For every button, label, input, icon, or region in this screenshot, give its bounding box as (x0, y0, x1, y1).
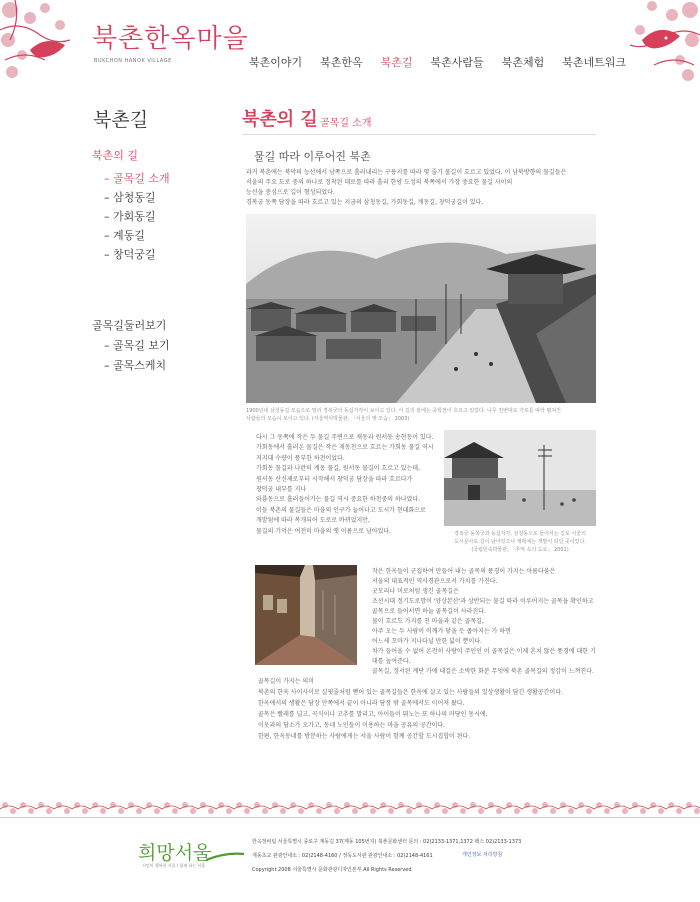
paragraph-line: 물이 흐르도 가지를 친 마을과 같은 골목길, (372, 618, 484, 625)
seoul-logo-text: 희망서울 (138, 842, 212, 864)
paragraph-line: 와룡동으로 흘러들어가는 물길 역시 중요한 하천중의 하나였다. (256, 496, 421, 504)
paragraph-line: 북촌의 한옥 사이사이로 실핏줄처럼 뻗어 있는 골목길들은 한옥에 살고 있는 사람들의 일상생활이 담긴 생활공간이다. (258, 689, 563, 696)
caption-line: 1900년대 삼청동길 모습으로 멀리 경복궁의 동십자각이 보이고 있다. 이 길의 끝에는 중학천이 흐르고 있었다. 나무 천변대로 가로를 따라 펼쳐진 (246, 408, 561, 414)
sidebar-title: 북촌길 (93, 109, 149, 131)
paragraph-line: 굿모리나 미로처럼 생긴 골목길은 (372, 588, 459, 595)
footer-info-center-line: 재동초교 관광안내소 : 02)2148-4160 / 정독도서관 관광안내소 : 02)2148-4161 (252, 853, 433, 859)
paragraph-line: 골목은 빨래를 널고, 곡식이나 고추를 말리고, 아이들이 뛰노는 또 하나의 마당인 동시에, (258, 711, 488, 718)
nav-item-bukchon-story[interactable]: 북촌이야기 (249, 56, 303, 69)
dash-icon: – (104, 210, 113, 223)
site-logo[interactable] (92, 18, 249, 78)
sidebar-section-alley-tour[interactable]: 골목길둘러보기 (92, 319, 167, 332)
nav-item-bukchon-people[interactable]: 북촌사람들 (430, 56, 484, 69)
hanok-alley-photo (255, 565, 357, 665)
seoul-logo-subtext: 시민이 행복한 서울 / 함께 하는 서울 (142, 863, 206, 868)
photo2-caption (446, 530, 594, 554)
sidebar-item-alley-view[interactable]: – 골목길 보기 (104, 339, 170, 352)
paragraph-line: 한옥에서의 생활은 담장 안쪽에서 끝이 아니라 담장 밖 골목에서도 이어져 왔다. (258, 700, 465, 707)
floral-decoration-left (0, 0, 78, 86)
dash-icon: – (104, 339, 113, 352)
dash-icon: – (104, 248, 113, 261)
caption-line: 사람들의 모습이 보이고 있다. (서울역사박물관, 「서울의 옛 모습」 2003) (246, 416, 410, 422)
nav-item-bukchon-network[interactable]: 북촌네트워크 (562, 56, 626, 69)
paragraph-waterways (256, 433, 434, 537)
dash-icon: – (104, 172, 113, 185)
footer-contact-line: 한옥정비팀 서울특별시 종로구 계동길 37(계동 105번지) 북촌문화센터 문의 : 02)2133-1371,1372 팩스 02)2133-1373 (252, 839, 522, 845)
intro-line: 능선을 중심으로 길이 형성되었다. (246, 189, 335, 196)
privacy-policy-link[interactable]: 개인정보 처리방침 (462, 852, 503, 858)
sidebar-item-alley-intro[interactable]: – 골목길 소개 (104, 172, 170, 185)
caption-line: 도시문사로 길이 남아있으나 계획에는 개발이 되던 곳이었다. (454, 539, 586, 545)
page-title: 북촌의 길 (242, 109, 318, 130)
logo-swoosh-icon (206, 852, 244, 862)
nav-item-bukchon-hanok[interactable]: 북촌한옥 (320, 56, 363, 69)
photo1-caption (246, 407, 596, 423)
global-navigation (240, 54, 635, 70)
title-divider (242, 134, 596, 135)
caption-line: 경복궁 동쪽궁과 동십자각, 삼청동으로 들어서는 길로 서울의 (454, 531, 586, 537)
intro-paragraph (246, 168, 596, 208)
paragraph-line: 가회동 물길과 나란히 계동 물길, 원서동 물길이 흐르고 있는데, (256, 465, 420, 473)
dash-icon: – (104, 229, 113, 242)
sidebar-item-gahoe[interactable]: – 가회동길 (104, 210, 156, 223)
paragraph-alley-meaning (258, 676, 598, 742)
paragraph-heading: 골목길이 가지는 의미 (258, 678, 314, 685)
paragraph-line: 어느새 꼬마가 지나다닐 만한 넓이 뿐이다. (372, 638, 482, 645)
sidebar-section-bukchon-roads[interactable]: 북촌의 길 (92, 149, 139, 162)
paragraph-line: 이웃과의 담소가 오가고, 동네 노인들이 이용하는 마을 공유의 공간이다. (258, 722, 446, 729)
paragraph-line: 창덕궁 내부를 지나 (256, 486, 307, 494)
seoul-logo[interactable] (138, 838, 244, 878)
nav-item-bukchon-experience[interactable]: 북촌체험 (501, 56, 545, 69)
paragraph-line: 가회동에서 흘러온 물길은 작은 재동천으로 흐르는 가회동 물길 역시 (256, 444, 434, 452)
section-heading: 물길 따라 이루어진 북촌 (254, 150, 371, 163)
footer-copyright: Copyright 2008 서울특별시 문화관광디자인본부 All Rights Reserved (252, 867, 412, 873)
paragraph-line: 개발됨에 따라 복개되어 도로로 바뀌었지만, (256, 517, 370, 525)
intro-line: 경복궁 동쪽 담장을 따라 흐르고 있는 지금의 삼청동길, 가회동길, 계동길, 창덕궁길이 있다. (246, 199, 484, 206)
paragraph-line: 한편, 한옥동네를 방문하는 사람에게는 서울 사람이 함께 공간할 도시집합이 된다. (258, 733, 471, 740)
logo-text: 북촌한옥마을 (92, 24, 249, 54)
paragraph-line: 이들 북촌의 물길들은 마을의 인구가 늘어나고 도시가 현대화으로 (256, 506, 426, 514)
sidebar-item-changdeokgung[interactable]: – 창덕궁길 (104, 248, 156, 261)
historic-street-photo (246, 214, 596, 403)
dash-icon: – (104, 191, 113, 204)
sidebar-item-alley-sketch[interactable]: – 골목스케치 (104, 359, 167, 372)
paragraph-line: 조선시대 정기도로망이 '양상본산'과 상반되는 물길 따라 이루어지는 골목을 확인하고 (372, 598, 594, 605)
paragraph-line: 아주 오는 두 사람이 어깨가 닿을 듯 좁아지는 가 하면 (372, 628, 511, 635)
sidebar-item-samcheong[interactable]: – 삼청동길 (104, 191, 156, 204)
paragraph-line: 골목으로 들어서면 하늘 골목길이 사라진다. (372, 608, 486, 615)
paragraph-line: 차가 들어올 수 없어 온전히 사람이 주인인 이 골목길은 이제 흔치 않은 풍경에 대한 기대를 높여준다. (372, 648, 596, 665)
paragraph-line: 물길의 기억은 여전히 마을의 옛 이름으로 남아있다. (256, 527, 392, 535)
nav-item-bukchon-road[interactable]: 북촌길 (380, 56, 413, 69)
logo-subtext: BUKCHON HANOK VILLAGE (94, 58, 172, 64)
footer-divider (0, 817, 700, 818)
intro-line: 과거 북촌에는 북악의 능선에서 남쪽으로 흘러내리는 구릉지를 따라 몇 줄기 물길이 흐르고 있었다. 이 남북방향의 물길들은 (246, 169, 567, 176)
sidebar-item-gye[interactable]: – 계동길 (104, 229, 145, 242)
palace-gate-photo (444, 430, 596, 526)
paragraph-line: 다시 그 동쪽에 작은 두 물길 주변으로 재동과 원서동 송현동이 있다. (256, 434, 434, 441)
paragraph-line: 저지대 수량이 풍부한 하천이었다. (256, 454, 345, 462)
paragraph-line: 원서동 산신제로부터 시작해서 창덕궁 담장을 따라 흐르다가 (256, 475, 413, 483)
page-subtitle: 골목길 소개 (320, 118, 372, 129)
paragraph-line: 작은 한옥들이 군집하여 만들어 내는 골목의 풍경이 가지는 아름다움은 (372, 568, 556, 575)
floral-decoration-right (622, 0, 700, 86)
dash-icon: – (104, 359, 113, 372)
caption-line: (국립민속박물관, 「추억 속의 도로」 2001) (471, 547, 569, 553)
footer-pattern-band (0, 800, 700, 817)
intro-line: 서울의 주요 도로 중의 하나로 정착된 대로를 따라 흘러 한양 도성의 북쪽에서 가장 중요한 물길 사이의 (246, 179, 513, 186)
paragraph-alley-beauty (372, 567, 600, 677)
paragraph-line: 골목길, 정서된 계단 가에 내걸은 소박한 화분 무엇에 북촌 골목길의 정감이 느껴진다. (372, 668, 594, 675)
paragraph-line: 서울의 대표적인 역사경관으로서 가치를 가진다. (372, 578, 498, 585)
